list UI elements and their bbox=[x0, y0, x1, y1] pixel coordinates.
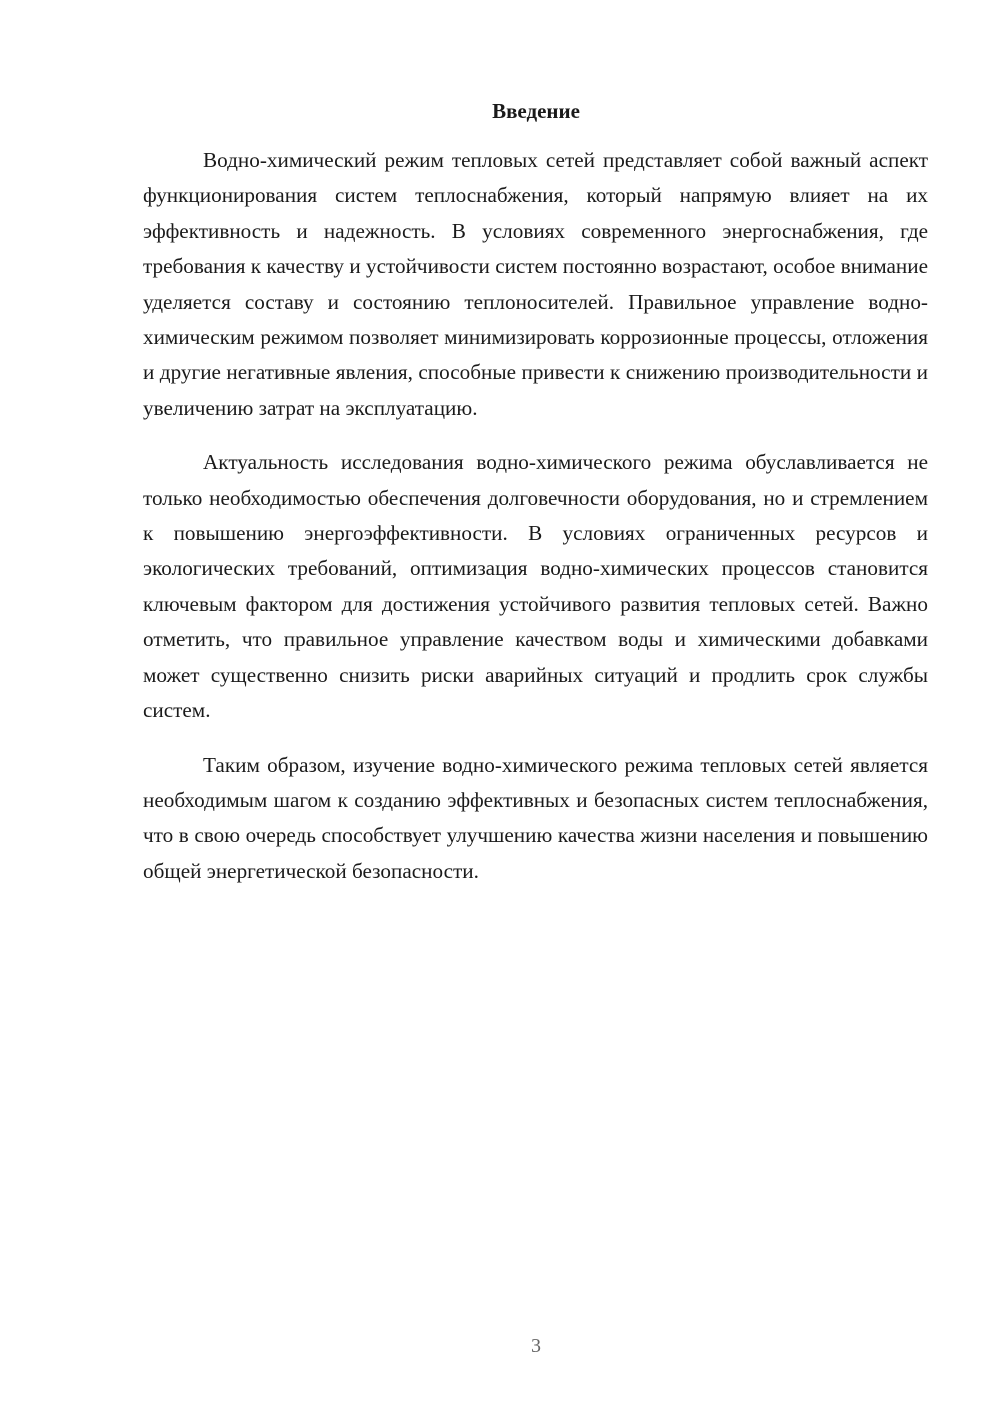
paragraph-1: Водно-химический режим тепловых сетей представляет собой важный аспект функционирования систем теплоснабжения, который напрямую влияет на их эффективность и надежность. В условиях современного энергоснабжения, где требования к качеству и устойчивости систем постоянно возрастают, особое внимание уделяется составу и состоянию теплоносителей. Правильное управление водно-химическим режимом позволяет минимизировать коррозионные процессы, отложения и другие негативные явления, способные привести к снижению производительности и увеличению затрат на эксплуатацию. bbox=[143, 148, 928, 420]
paragraph-3: Таким образом, изучение водно-химического режима тепловых сетей является необходимым шагом к созданию эффективных и безопасных систем теплоснабжения, что в свою очередь способствует улучшению качества жизни населения и повышению общей энергетической безопасности. bbox=[143, 752, 928, 883]
page-title: Введение bbox=[492, 99, 580, 123]
paragraph-2: Актуальность исследования водно-химического режима обуславливается не только необходимостью обеспечения долговечности оборудования, но и стремлением к повышению энергоэффективности. В условиях ограниченных ресурсов и экологических требований, оптимизация водно-химических процессов становится ключевым фактором для достижения устойчивого развития тепловых сетей. Важно отметить, что правильное управление качеством воды и химическими добавками может существенно снизить риски аварийных ситуаций и продлить срок службы систем. bbox=[143, 450, 928, 723]
body-text bbox=[143, 143, 928, 908]
page-number: 3 bbox=[531, 1335, 541, 1357]
